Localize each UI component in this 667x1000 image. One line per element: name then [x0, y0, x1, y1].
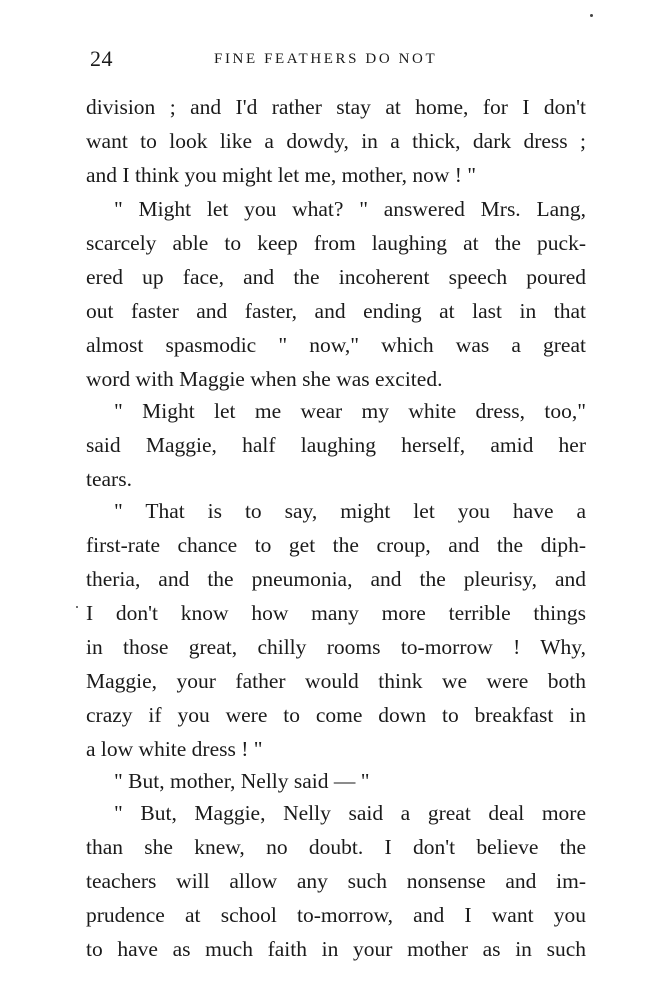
- text-line: " That is to say, might let you have a: [114, 499, 586, 523]
- text-line: tears.: [86, 467, 132, 491]
- page-number: 24: [90, 46, 113, 71]
- text-line: almost spasmodic " now," which was a great: [86, 333, 586, 357]
- running-head: FINE FEATHERS DO NOT: [214, 51, 438, 67]
- text-line: crazy if you were to come down to breakfast in: [86, 703, 586, 727]
- text-line: theria, and the pneumonia, and the pleurisy, and: [86, 567, 586, 591]
- text-line: scarcely able to keep from laughing at the puck-: [86, 231, 586, 255]
- text-line: out faster and faster, and ending at last in that: [86, 299, 586, 323]
- text-line: in those great, chilly rooms to-morrow ! Why,: [86, 635, 586, 659]
- text-line: " But, Maggie, Nelly said a great deal more: [114, 801, 586, 825]
- text-line: said Maggie, half laughing herself, amid her: [86, 433, 586, 457]
- text-line: and I think you might let me, mother, now ! ": [86, 163, 477, 187]
- text-line: " But, mother, Nelly said — ": [114, 769, 370, 793]
- text-line: to have as much faith in your mother as in such: [86, 937, 586, 961]
- text-line: than she knew, no doubt. I don't believe the: [86, 835, 586, 859]
- print-speck: [590, 14, 593, 17]
- print-speck: [76, 606, 78, 608]
- text-line: first-rate chance to get the croup, and the diph-: [86, 533, 586, 557]
- text-line: teachers will allow any such nonsense and im-: [86, 869, 586, 893]
- text-line: I don't know how many more terrible things: [86, 601, 586, 625]
- text-line: a low white dress ! ": [86, 737, 263, 761]
- text-line: prudence at school to-morrow, and I want you: [86, 903, 586, 927]
- text-line: ered up face, and the incoherent speech poured: [86, 265, 586, 289]
- text-line: word with Maggie when she was excited.: [86, 367, 443, 391]
- text-line: division ; and I'd rather stay at home, for I don't: [86, 95, 586, 119]
- text-line: " Might let you what? " answered Mrs. Lang,: [114, 197, 586, 221]
- text-line: Maggie, your father would think we were both: [86, 669, 586, 693]
- text-line: want to look like a dowdy, in a thick, dark dress ;: [86, 129, 586, 153]
- text-line: " Might let me wear my white dress, too,": [114, 399, 586, 423]
